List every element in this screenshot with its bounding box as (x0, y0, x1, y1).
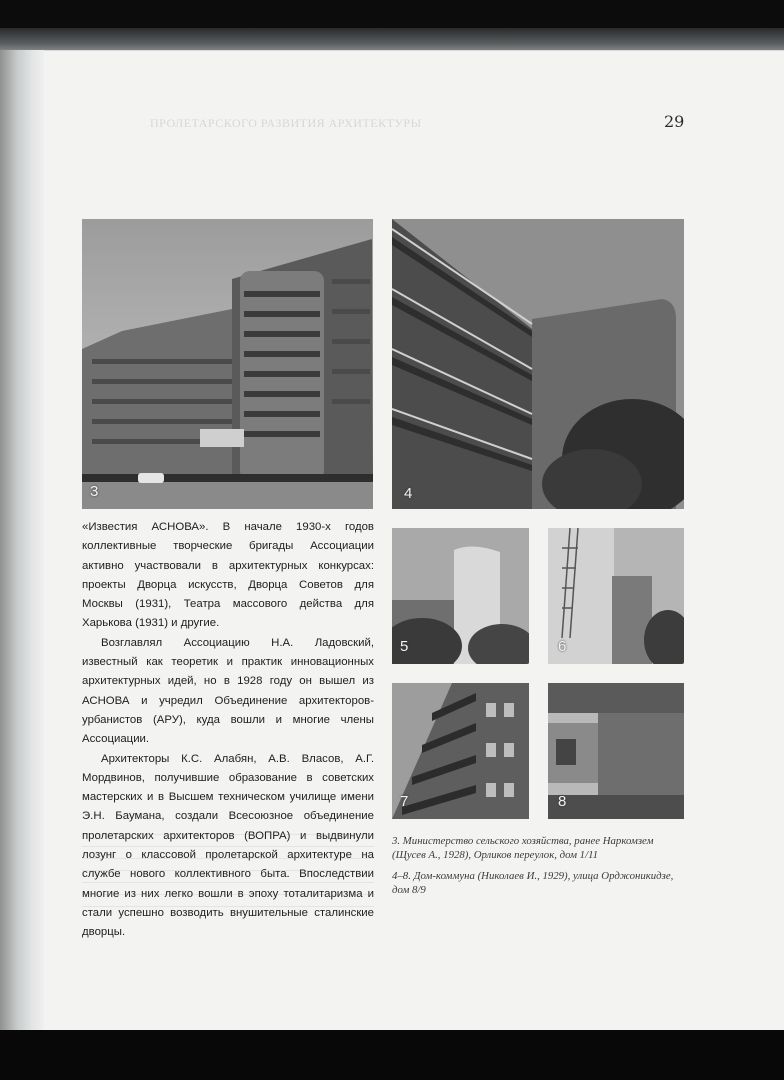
paragraph-3: Архитекторы К.С. Алабян, А.В. Власов, А.Г. Мордвинов, получившие образование в советских мастерских и в Высшем техническом училище имени Э.Н. Баумана, создали Всесоюзное объединение пролетарских архитекторов (ВОПРА) и выдвинули лозунг о классовой пролетарской архитектуре на службе нового коллективного быта. Впоследствии многие из них легко вошли в эпоху тоталитаризма и стали успешно возводить внушительные сталинские дворцы. (82, 752, 374, 939)
book-spine-shadow (0, 50, 44, 1030)
caption-figure-3: 3. Министерство сельского хозяйства, ранее Наркомзем (Щусев А., 1928), Орликов переулок, дом 1/11 (392, 835, 654, 861)
photo-5-cylinder-tower (392, 528, 529, 664)
figure-number-4: 4 (404, 485, 413, 502)
photo-7-facade-balconies (392, 683, 529, 819)
running-head: ПРОЛЕТАРСКОГО РАЗВИТИЯ АРХИТЕКТУРЫ (150, 116, 422, 130)
paragraph-1: «Известия АСНОВА». В начале 1930-х годов коллективные творческие бригады Ассоциации активно участвовали в архитектурных конкурсах: проекты Дворца искусств, Дворца Советов для Москвы (1931), Театра массового действа для Харькова (1931) и другие. (82, 521, 374, 630)
caption-figures-4-8: 4–8. Дом-коммуна (Николаев И., 1929), улица Орджоникидзе, дом 8/9 (392, 870, 674, 896)
figure-number-7: 7 (400, 793, 409, 810)
photo-6-fire-ladder (548, 528, 684, 664)
paragraph-2: Возглавлял Ассоциацию Н.А. Ладовский, известный как теоретик и практик инновационных архитектурных идей, но в 1928 году он вышел из АСНОВА и учредил Объединение архитекторов-урбанистов (АРУ), куда вошли и многие члены Ассоциации. (82, 636, 374, 746)
figure-number-8: 8 (558, 793, 567, 810)
photo-4-balconies-tower (392, 219, 684, 509)
scanner-edge-bottom (0, 1030, 784, 1080)
photo-3-ministry-building (82, 219, 373, 509)
figure-number-6: 6 (558, 638, 567, 655)
figure-number-5: 5 (400, 638, 409, 655)
photo-8-corner-overhang (548, 683, 684, 819)
scanner-edge-top (0, 28, 784, 50)
show-through-text (82, 834, 374, 918)
figure-number-3: 3 (90, 483, 99, 500)
page-number: 29 (664, 112, 685, 131)
